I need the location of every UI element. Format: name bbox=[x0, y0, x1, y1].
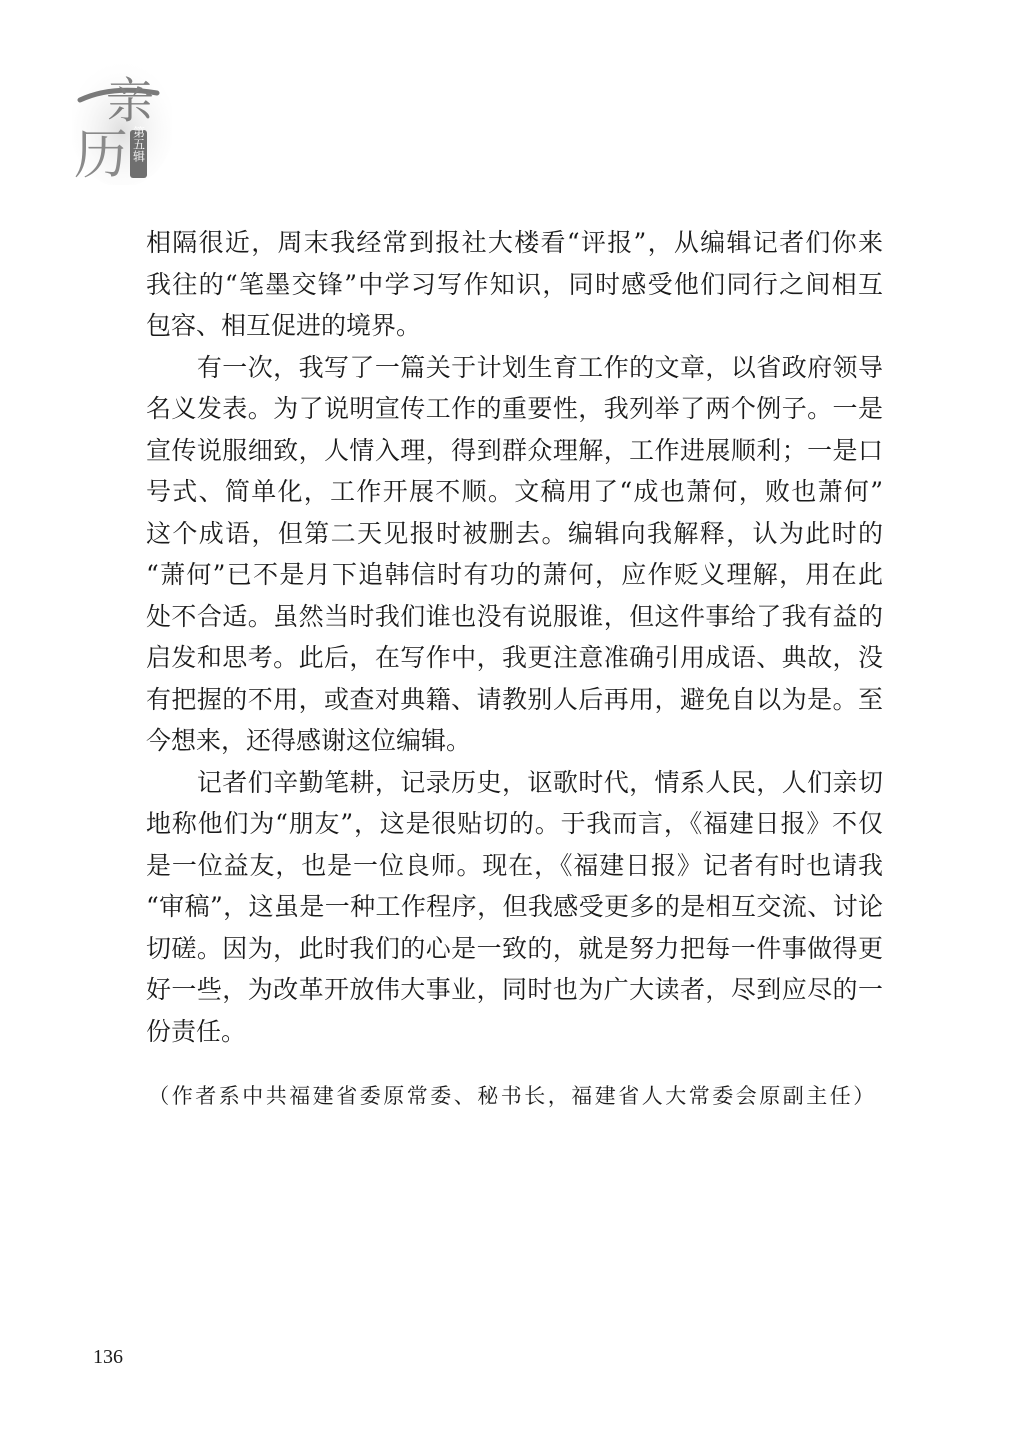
text-line: 号式、简单化，工作开展不顺。文稿用了“成也萧何，败也萧何” bbox=[146, 477, 883, 506]
body-text bbox=[146, 222, 883, 1052]
text-line: 切磋。因为，此时我们的心是一致的，就是努力把每一件事做得更 bbox=[146, 933, 883, 963]
text-line: 宣传说服细致，人情入理，得到群众理解，工作进展顺利；一是口 bbox=[146, 435, 883, 465]
text-line: 名义发表。为了说明宣传工作的重要性，我列举了两个例子。一是 bbox=[146, 394, 883, 423]
text-line: “萧何”已不是月下追韩信时有功的萧何，应作贬义理解，用在此 bbox=[146, 560, 883, 589]
logo-glyph-1: 亲 bbox=[106, 73, 155, 129]
text-line: 处不合适。虽然当时我们谁也没有说服谁，但这件事给了我有益的 bbox=[146, 601, 883, 631]
text-line: 有一次，我写了一篇关于计划生育工作的文章，以省政府领导 bbox=[146, 352, 883, 382]
text-line: 有把握的不用，或查对典籍、请教别人后再用，避免自以为是。至 bbox=[146, 684, 883, 714]
text-line: 份责任。 bbox=[146, 1016, 247, 1046]
text-line: “审稿”，这虽是一种工作程序，但我感受更多的是相互交流、讨论 bbox=[146, 892, 883, 921]
text-line: 我往的“笔墨交锋”中学习写作知识，同时感受他们同行之间相互 bbox=[146, 269, 883, 299]
paragraph bbox=[146, 222, 883, 347]
page-number: 136 bbox=[93, 1346, 123, 1368]
text-line: 包容、相互促进的境界。 bbox=[146, 311, 422, 340]
series-logo bbox=[72, 55, 172, 185]
author-note: （作者系中共福建省委原常委、秘书长，福建省人大常委会原副主任） bbox=[148, 1084, 877, 1108]
text-line: 好一些，为改革开放伟大事业，同时也为广大读者，尽到应尽的一 bbox=[146, 975, 883, 1004]
paragraph bbox=[146, 762, 883, 1053]
text-line: 今想来，还得感谢这位编辑。 bbox=[146, 726, 472, 755]
volume-label: 第五辑 bbox=[131, 126, 146, 162]
text-line: 记者们辛勤笔耕，记录历史，讴歌时代，情系人民，人们亲切 bbox=[146, 767, 883, 797]
paragraph bbox=[146, 347, 883, 762]
text-line: 相隔很近，周末我经常到报社大楼看“评报”，从编辑记者们你来 bbox=[146, 228, 883, 257]
text-line: 这个成语，但第二天见报时被删去。编辑向我解释，认为此时的 bbox=[146, 518, 883, 548]
text-line: 地称他们为“朋友”，这是很贴切的。于我而言，《福建日报》不仅 bbox=[146, 809, 883, 838]
text-line: 启发和思考。此后，在写作中，我更注意准确引用成语、典故，没 bbox=[146, 643, 883, 672]
series-logo-art bbox=[72, 55, 172, 185]
text-line: 是一位益友，也是一位良师。现在，《福建日报》记者有时也请我 bbox=[146, 850, 883, 880]
logo-glyph-2: 历 bbox=[74, 123, 128, 185]
